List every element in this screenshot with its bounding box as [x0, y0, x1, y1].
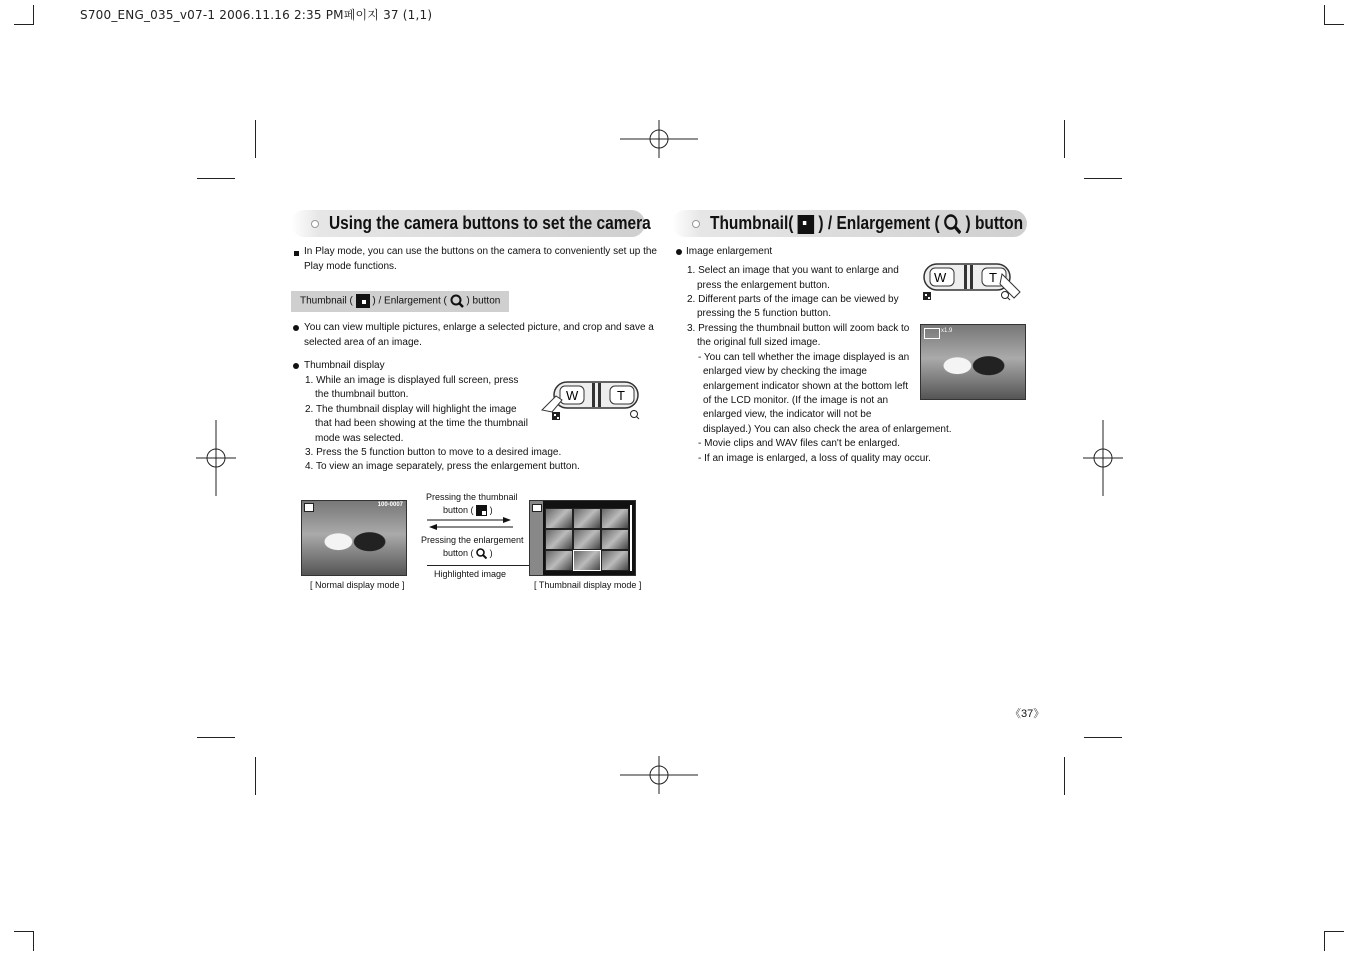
banner-dot-icon — [692, 220, 700, 228]
trim-mark — [255, 757, 256, 795]
tag-text-mid: ) / Enlargement ( — [372, 295, 447, 307]
zoom-label: x1.9 — [941, 328, 953, 334]
right-section-banner — [672, 210, 1027, 237]
intro-line-2: Play mode functions. — [304, 261, 397, 272]
crop-mark — [1324, 24, 1344, 25]
thumbnail-icon — [476, 505, 487, 516]
magnifier-icon — [450, 294, 464, 308]
trim-mark — [197, 178, 235, 179]
t-label: T — [989, 270, 997, 285]
trim-mark — [1084, 737, 1122, 738]
left-section-title: Using the camera buttons to set the camera — [329, 213, 651, 233]
enl-line: - Movie clips and WAV files can't be enlarged. — [698, 438, 901, 449]
caption-thumbnail: [ Thumbnail display mode ] — [534, 580, 642, 590]
thumbnail-cell — [545, 550, 573, 571]
enl-line: enlarged view, the indicator will not be — [703, 409, 872, 420]
step-line: the thumbnail button. — [315, 389, 409, 400]
thumbnail-cell — [601, 529, 629, 550]
zoom-button-illustration-icon — [920, 262, 1026, 304]
thumbnail-icon — [356, 294, 370, 308]
trim-mark — [1064, 757, 1065, 795]
intro-line-1: In Play mode, you can use the buttons on the camera to conveniently set up the — [304, 246, 657, 257]
thumbnail-enlargement-tag — [291, 291, 509, 312]
play-mode-icon — [532, 504, 542, 512]
arrow-right-icon — [427, 516, 513, 530]
page-number: 《37》 — [1010, 708, 1045, 720]
square-bullet-icon — [294, 251, 299, 256]
step-line: mode was selected. — [315, 433, 404, 444]
registration-target-icon — [196, 420, 236, 496]
tag-text-pre: Thumbnail ( — [300, 295, 353, 307]
thumbnail-icon — [798, 215, 814, 234]
crop-mark — [14, 24, 34, 25]
tag-text-post: ) button — [466, 295, 501, 307]
highlighted-image-label: Highlighted image — [434, 569, 507, 579]
thumbnail-cell — [545, 508, 573, 529]
print-header: S700_ENG_035_v07-1 2006.11.16 2:35 PM페이지 37 (1,1) — [80, 8, 433, 22]
thumbnail-cell — [601, 508, 629, 529]
enl-line: - You can tell whether the image displayed is an — [698, 352, 910, 363]
enlargement-title: Image enlargement — [686, 246, 773, 257]
enl-line: press the enlargement button. — [697, 280, 830, 291]
press-enl-line-1: Pressing the enlargement — [421, 535, 524, 545]
enlarged-photo — [920, 324, 1026, 400]
banner-dot-icon — [311, 220, 319, 228]
enl-line: the original full sized image. — [697, 337, 821, 348]
caption-normal: [ Normal display mode ] — [310, 580, 405, 590]
magnifier-icon — [476, 548, 487, 559]
press-enl-line-2: button ( ) — [443, 548, 493, 558]
enl-line: - If an image is enlarged, a loss of quality may occur. — [698, 453, 931, 464]
step-line: 1. While an image is displayed full screen, press — [305, 375, 519, 386]
press-thumb-line-1: Pressing the thumbnail — [426, 492, 518, 502]
thumbnail-cell — [573, 529, 601, 550]
step-line: 2. The thumbnail display will highlight the image — [305, 404, 517, 415]
thumbnail-cell-highlighted — [573, 550, 601, 571]
w-label: W — [566, 388, 579, 403]
thumbnail-cell — [545, 529, 573, 550]
trim-mark — [1084, 178, 1122, 179]
crop-mark — [1324, 931, 1344, 932]
enl-line: 1. Select an image that you want to enlarge and — [687, 265, 899, 276]
file-number: 100-0007 — [377, 502, 403, 508]
registration-target-icon — [620, 756, 698, 794]
registration-target-icon — [1083, 420, 1123, 496]
right-section-title: Thumbnail( ) / Enlargement ( ) button — [710, 213, 1024, 233]
trim-mark — [197, 737, 235, 738]
bullet2-title: Thumbnail display — [304, 360, 385, 371]
registration-target-icon — [620, 120, 698, 158]
play-mode-icon — [304, 503, 314, 512]
thumbnail-cell — [573, 508, 601, 529]
left-section-banner — [291, 210, 651, 237]
enl-line: enlargement indicator shown at the bottom left — [703, 381, 909, 392]
w-label: W — [934, 270, 947, 285]
bullet-icon — [676, 249, 682, 255]
enl-line: of the LCD monitor. (If the image is not an — [703, 395, 889, 406]
t-label: T — [617, 388, 625, 403]
bullet-icon — [293, 325, 299, 331]
normal-display-photo — [301, 500, 407, 576]
crop-mark — [1324, 931, 1325, 951]
bullet1-line-2: selected area of an image. — [304, 337, 422, 348]
enl-line: displayed.) You can also check the area of enlargement. — [703, 424, 952, 435]
bullet1-line-1: You can view multiple pictures, enlarge a selected picture, and crop and save a — [304, 322, 654, 333]
enl-line: 2. Different parts of the image can be viewed by — [687, 294, 899, 305]
enl-line: 3. Pressing the thumbnail button will zoom back to — [687, 323, 910, 334]
step-line: 3. Press the 5 function button to move to a desired image. — [305, 447, 562, 458]
crop-mark — [1324, 5, 1325, 25]
enl-line: enlarged view by checking the image — [703, 366, 867, 377]
zoom-button-illustration-icon — [538, 378, 644, 424]
crop-mark — [33, 5, 34, 25]
enl-line: pressing the 5 function button. — [697, 308, 831, 319]
enlargement-indicator-icon — [924, 328, 940, 339]
bullet-icon — [293, 363, 299, 369]
thumbnail-display-screen — [529, 500, 636, 576]
crop-mark — [14, 931, 34, 932]
step-line: 4. To view an image separately, press the enlargement button. — [305, 461, 580, 472]
trim-mark — [1064, 120, 1065, 158]
thumbnail-cell — [601, 550, 629, 571]
crop-mark — [33, 931, 34, 951]
press-thumb-line-2: button ( ) — [443, 505, 493, 515]
step-line: that had been showing at the time the thumbnail — [315, 418, 528, 429]
magnifier-icon — [944, 214, 961, 234]
trim-mark — [255, 120, 256, 158]
